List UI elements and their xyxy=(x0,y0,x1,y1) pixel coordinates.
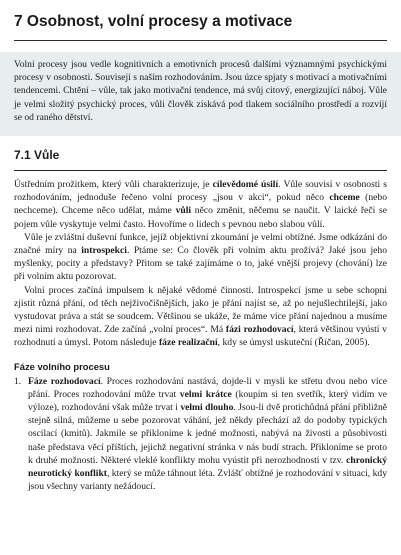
text: (koupím si ten svetřík, který vidím ve výloze), rozhodování však může trvat i xyxy=(28,388,387,414)
emphasis: velmi dlouho xyxy=(180,402,234,414)
section-title: 7.1 Vůle xyxy=(14,148,387,171)
text: , který se může táhnout léta. Zvlášť obtížné je rozhodování v situaci, kdy jsou všechny varianty nežádoucí. xyxy=(28,468,387,493)
emphasis: Fáze rozhodovací xyxy=(28,375,101,387)
text: , která většinou vyústí v rozhodnutí a úmysl. Potom následuje xyxy=(14,324,387,349)
chapter-title: 7 Osobnost, volní procesy a motivace xyxy=(14,12,387,41)
list-item xyxy=(14,375,387,494)
text: něco změnit, něčemu se naučit. V laické řeči se pojem vůle vyskytuje velmi často. Hovoříme o lidech s pevnou nebo slabou vůlí. xyxy=(14,205,387,230)
intro-paragraph: Volní procesy jsou vedle kognitivních a emotivních procesů dalšími významnými psychickými procesy v osobnosti. Souvisejí s naším rozhodováním. Jsou úzce spjaty s motivací a motivačními tendencemi. Chtění – vůle, tak jako motivační tendence, má svůj citový, energizující náboj. Vůle je velmi složitý psychický proces, vůli člověk získává pod tlakem sociálního prostředí a rozvíjí se od raného dětství. xyxy=(14,59,387,123)
paragraph-1 xyxy=(14,178,387,231)
text: . Proces rozhodování nastává, dojde-li v mysli ke střetu dvou nebo více přání. Proces rozhodování může trvat xyxy=(28,375,387,400)
text: Volní proces začíná impulsem k nějaké vědomé činnosti. Introspekcí jsme u sebe schopni zjistit různá přání, od těch nejživočišnějších, jako je přání najíst se, až po nejušlechtilejší, jako vystudovat práva a stát se soudcem. Většinou se ukáže, že máme více přání najednou a musíme mezi nimi rozhodovat. Zde začíná „volní proces“. Má xyxy=(14,284,387,336)
emphasis: chronický neurotický konflikt xyxy=(28,454,387,480)
text: (nebo nechceme). Chceme něco udělat, máme xyxy=(14,192,387,217)
phases-heading: Fáze volního procesu xyxy=(14,360,110,372)
paragraph-3 xyxy=(14,284,387,350)
paragraph-2 xyxy=(14,231,387,284)
phases-list xyxy=(14,375,387,494)
text: . Jsou-li dvě protichůdná přání přibližně stejně silná, můžeme u sebe pozorovat váhání, jež někdy přechází až do podoby typických oscilací (kmitů). Jakmile se přikloníme k jedné možnosti, nabývá na živosti a působivosti naše představa věcí příštích, jejichž negativní stránka v nás budí strach. Přikloníme se proto k druhé možnosti. Některé vleklé konflikty mohu vyústit při nerozhodnosti v tzv. xyxy=(28,402,388,466)
section-body xyxy=(14,178,387,493)
list-number: 1. xyxy=(14,375,22,387)
text: Ústředním prožitkem, který vůli charakterizuje, je xyxy=(14,179,213,190)
emphasis: introspekci xyxy=(81,245,127,257)
emphasis: cílevědomé úsilí xyxy=(212,179,279,190)
text: Vůle je zvláštní duševní funkce, jejíž objektivní zkoumání je velmi obtížné. Jsme odkázáni do značné míry na xyxy=(14,231,387,257)
text: . Vůle souvisí v osobnosti s rozhodováním, jednoduše řečeno volní procesy „jsou v akci“, pokud něco xyxy=(14,179,387,204)
text: . Ptáme se: Co člověk při volním aktu prožívá? Jaké jsou jeho myšlenky, pocity a představy? Přitom se také zajímáme o to, jaké vnější projevy (chování) lze při volním aktu pozorovat. xyxy=(14,245,387,283)
emphasis: fázi rozhodovací xyxy=(225,324,294,336)
emphasis: velmi krátce xyxy=(179,388,232,400)
emphasis: vůli xyxy=(175,205,192,217)
emphasis: fáze realizační xyxy=(158,337,218,349)
emphasis: chceme xyxy=(329,192,360,204)
text: , kdy se úmysl uskuteční (Říčan, 2005). xyxy=(217,337,370,349)
